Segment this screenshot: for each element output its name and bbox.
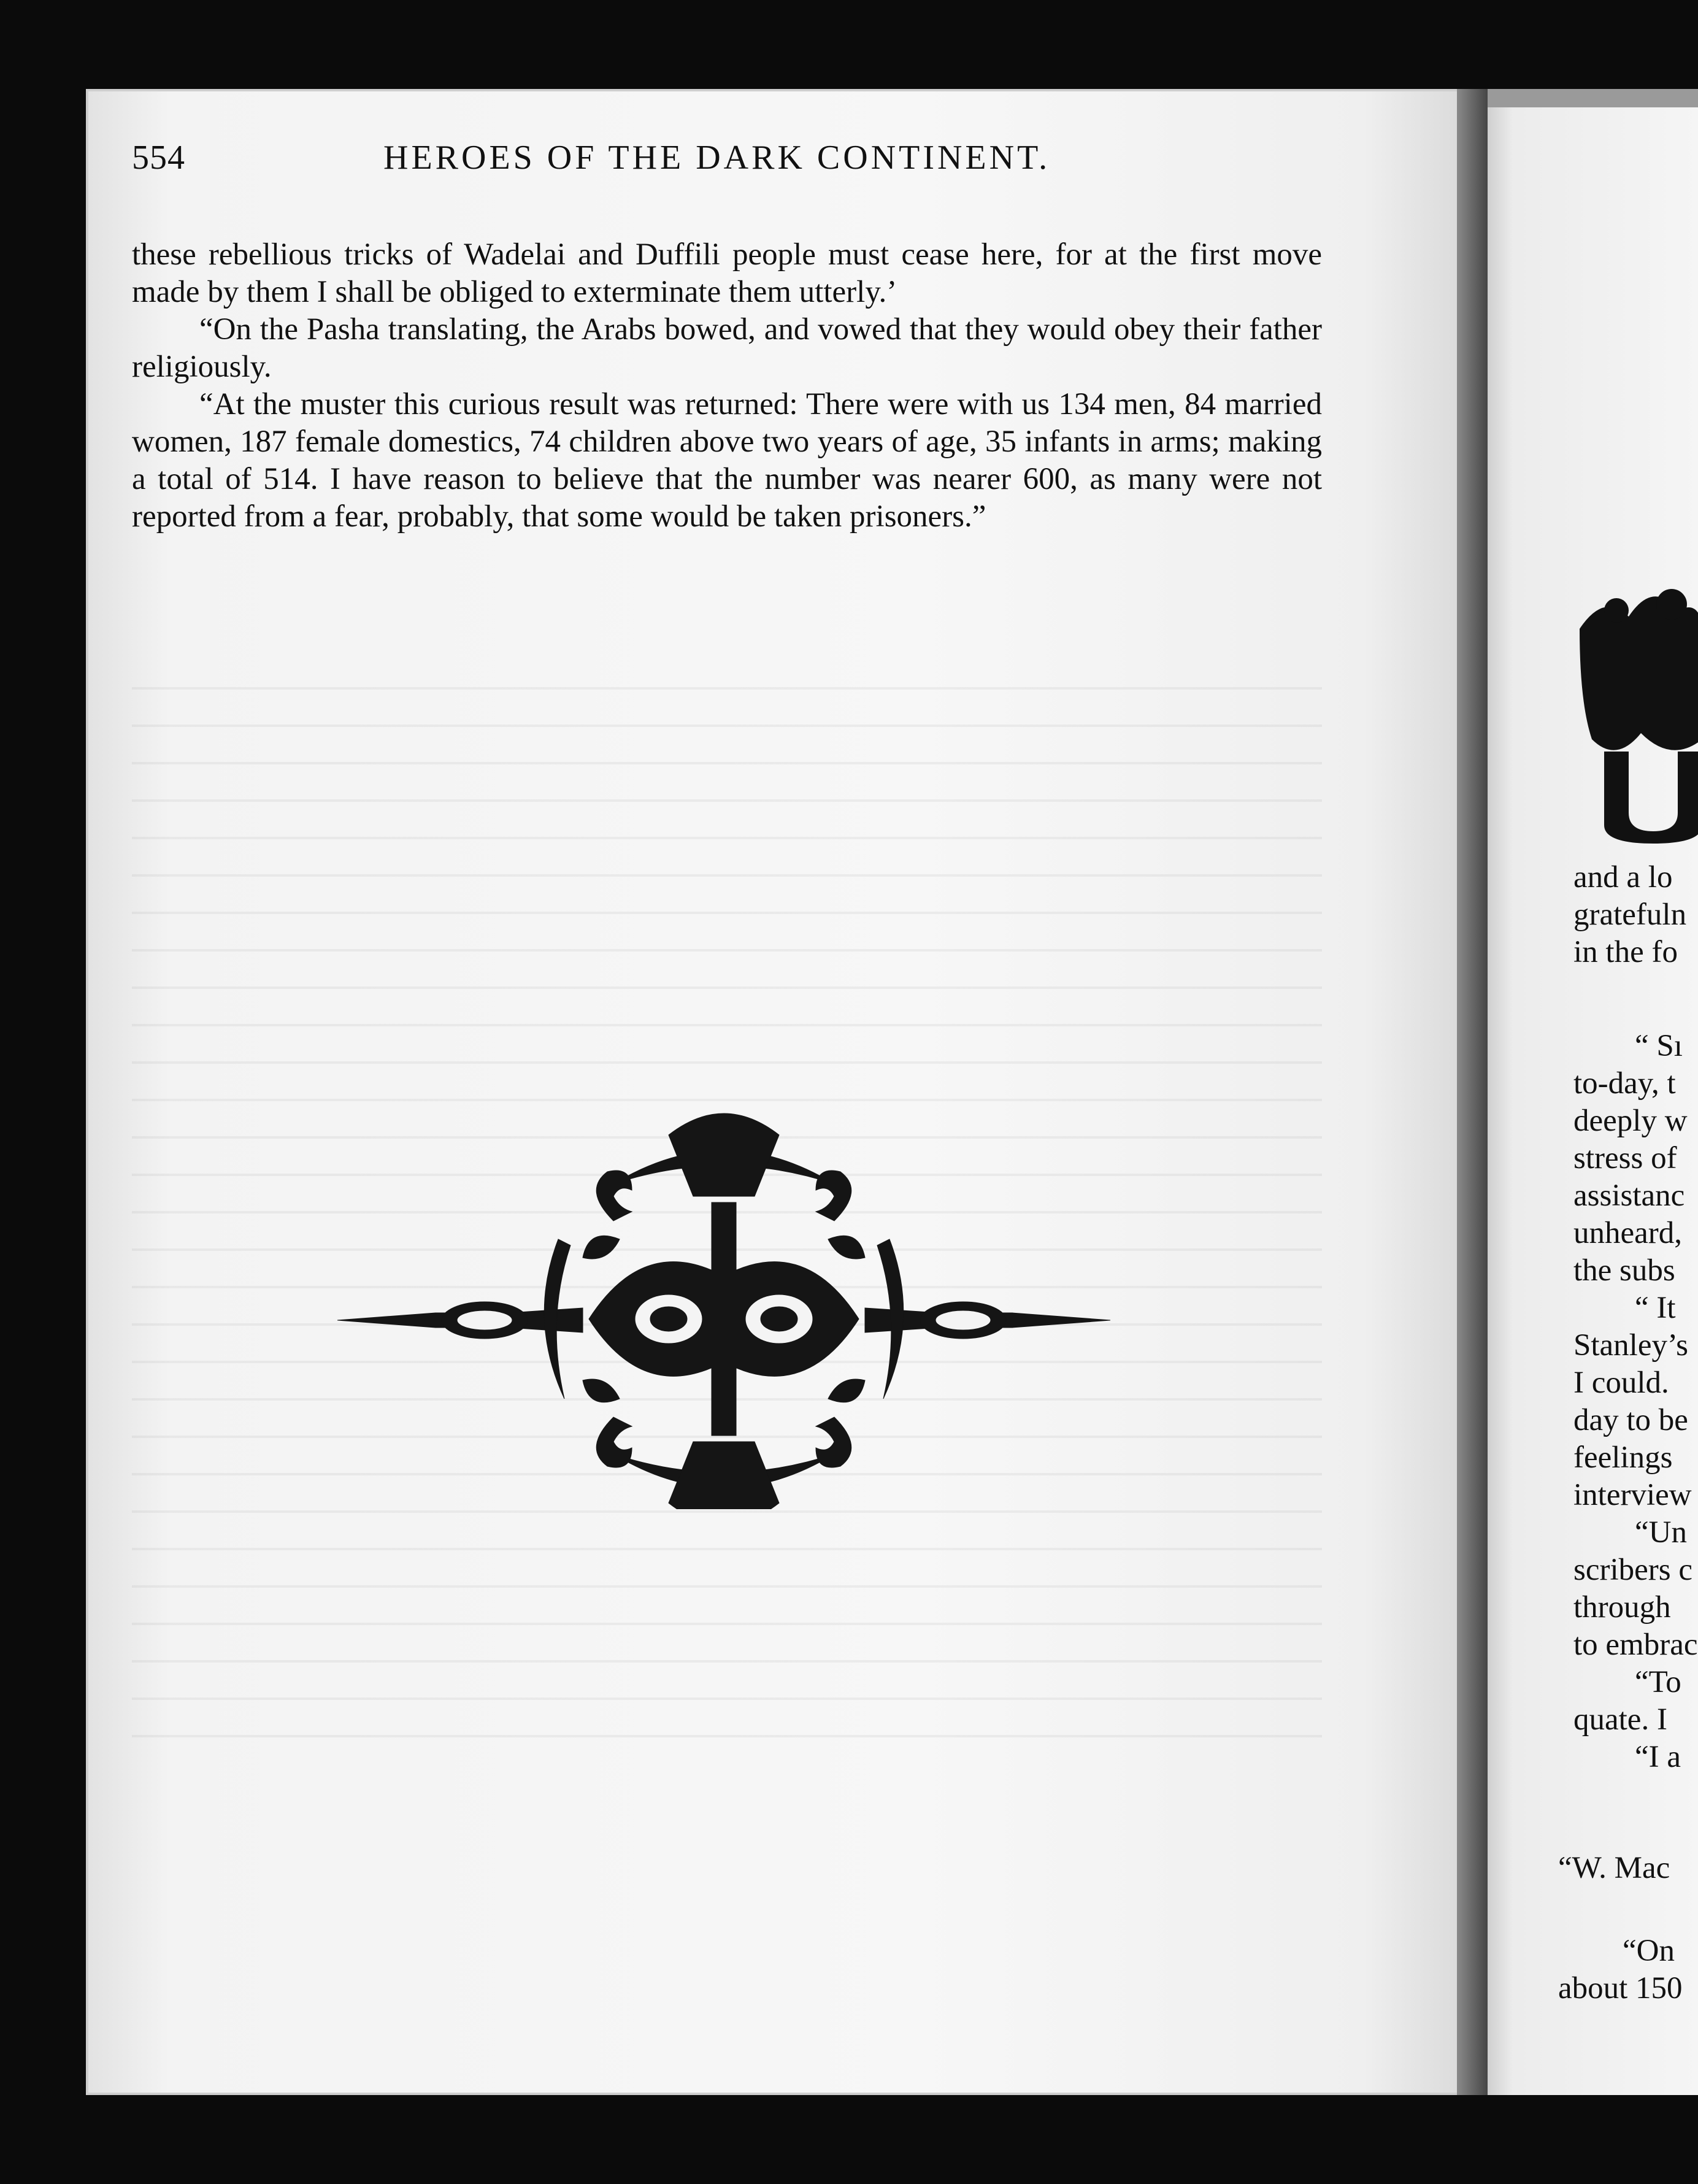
running-head <box>132 138 1328 193</box>
right-line: “W. Mac <box>1558 1851 1670 1885</box>
right-line: deeply w <box>1573 1104 1688 1138</box>
right-line: and a lo <box>1573 860 1673 894</box>
paragraph-3: “At the muster this curious result was returned: There were with us 134 men, 84 married women, 187 female domestics, 74 children above two years of age, 35 infants in arms; making a total of 514. I have reason to believe that the number was nearer 600, as many were not reported from a fear, probably, that some would be taken prisoners.” <box>132 387 1322 534</box>
right-line: feelings <box>1573 1440 1673 1475</box>
right-line: “I a <box>1635 1740 1681 1774</box>
right-line: assistanc <box>1573 1179 1685 1213</box>
right-line: quate. I <box>1573 1702 1667 1737</box>
right-line: “ It <box>1635 1291 1676 1325</box>
right-line: in the fo <box>1573 935 1678 969</box>
right-line: stress of <box>1573 1141 1677 1175</box>
right-page-text <box>1488 89 1698 2095</box>
right-line: “Un <box>1635 1515 1687 1550</box>
paragraph-2: “On the Pasha translating, the Arabs bowed, and vowed that they would obey their father religiously. <box>132 312 1322 384</box>
right-line: to embrac <box>1573 1628 1698 1662</box>
right-line: the subs <box>1573 1253 1675 1288</box>
right-line: “ Sı <box>1635 1029 1683 1063</box>
body-text <box>132 236 1322 536</box>
right-line: scribers c <box>1573 1553 1692 1587</box>
right-line: about 150 <box>1558 1971 1683 2005</box>
paragraph-1: these rebellious tricks of Wadelai and Duffili people must cease here, for at the first move made by them I shall be obliged to exterminate them utterly.’ <box>132 237 1322 309</box>
right-line: day to be <box>1573 1403 1688 1437</box>
right-line: I could. <box>1573 1366 1669 1400</box>
right-line: Stanley’s <box>1573 1328 1688 1363</box>
right-line: gratefuln <box>1573 898 1687 932</box>
right-line: to-day, t <box>1573 1066 1676 1101</box>
right-line: unheard, <box>1573 1216 1683 1250</box>
right-line: “To <box>1635 1665 1681 1699</box>
right-page <box>1488 89 1698 2095</box>
right-line: through <box>1573 1590 1671 1625</box>
running-title: HEROES OF THE DARK CONTINENT. <box>383 139 1051 177</box>
decorative-tailpiece-ornament-icon <box>325 1080 1123 1509</box>
right-line: “On <box>1623 1934 1675 1968</box>
right-line: interview <box>1573 1478 1692 1512</box>
page-number: 554 <box>132 139 185 177</box>
